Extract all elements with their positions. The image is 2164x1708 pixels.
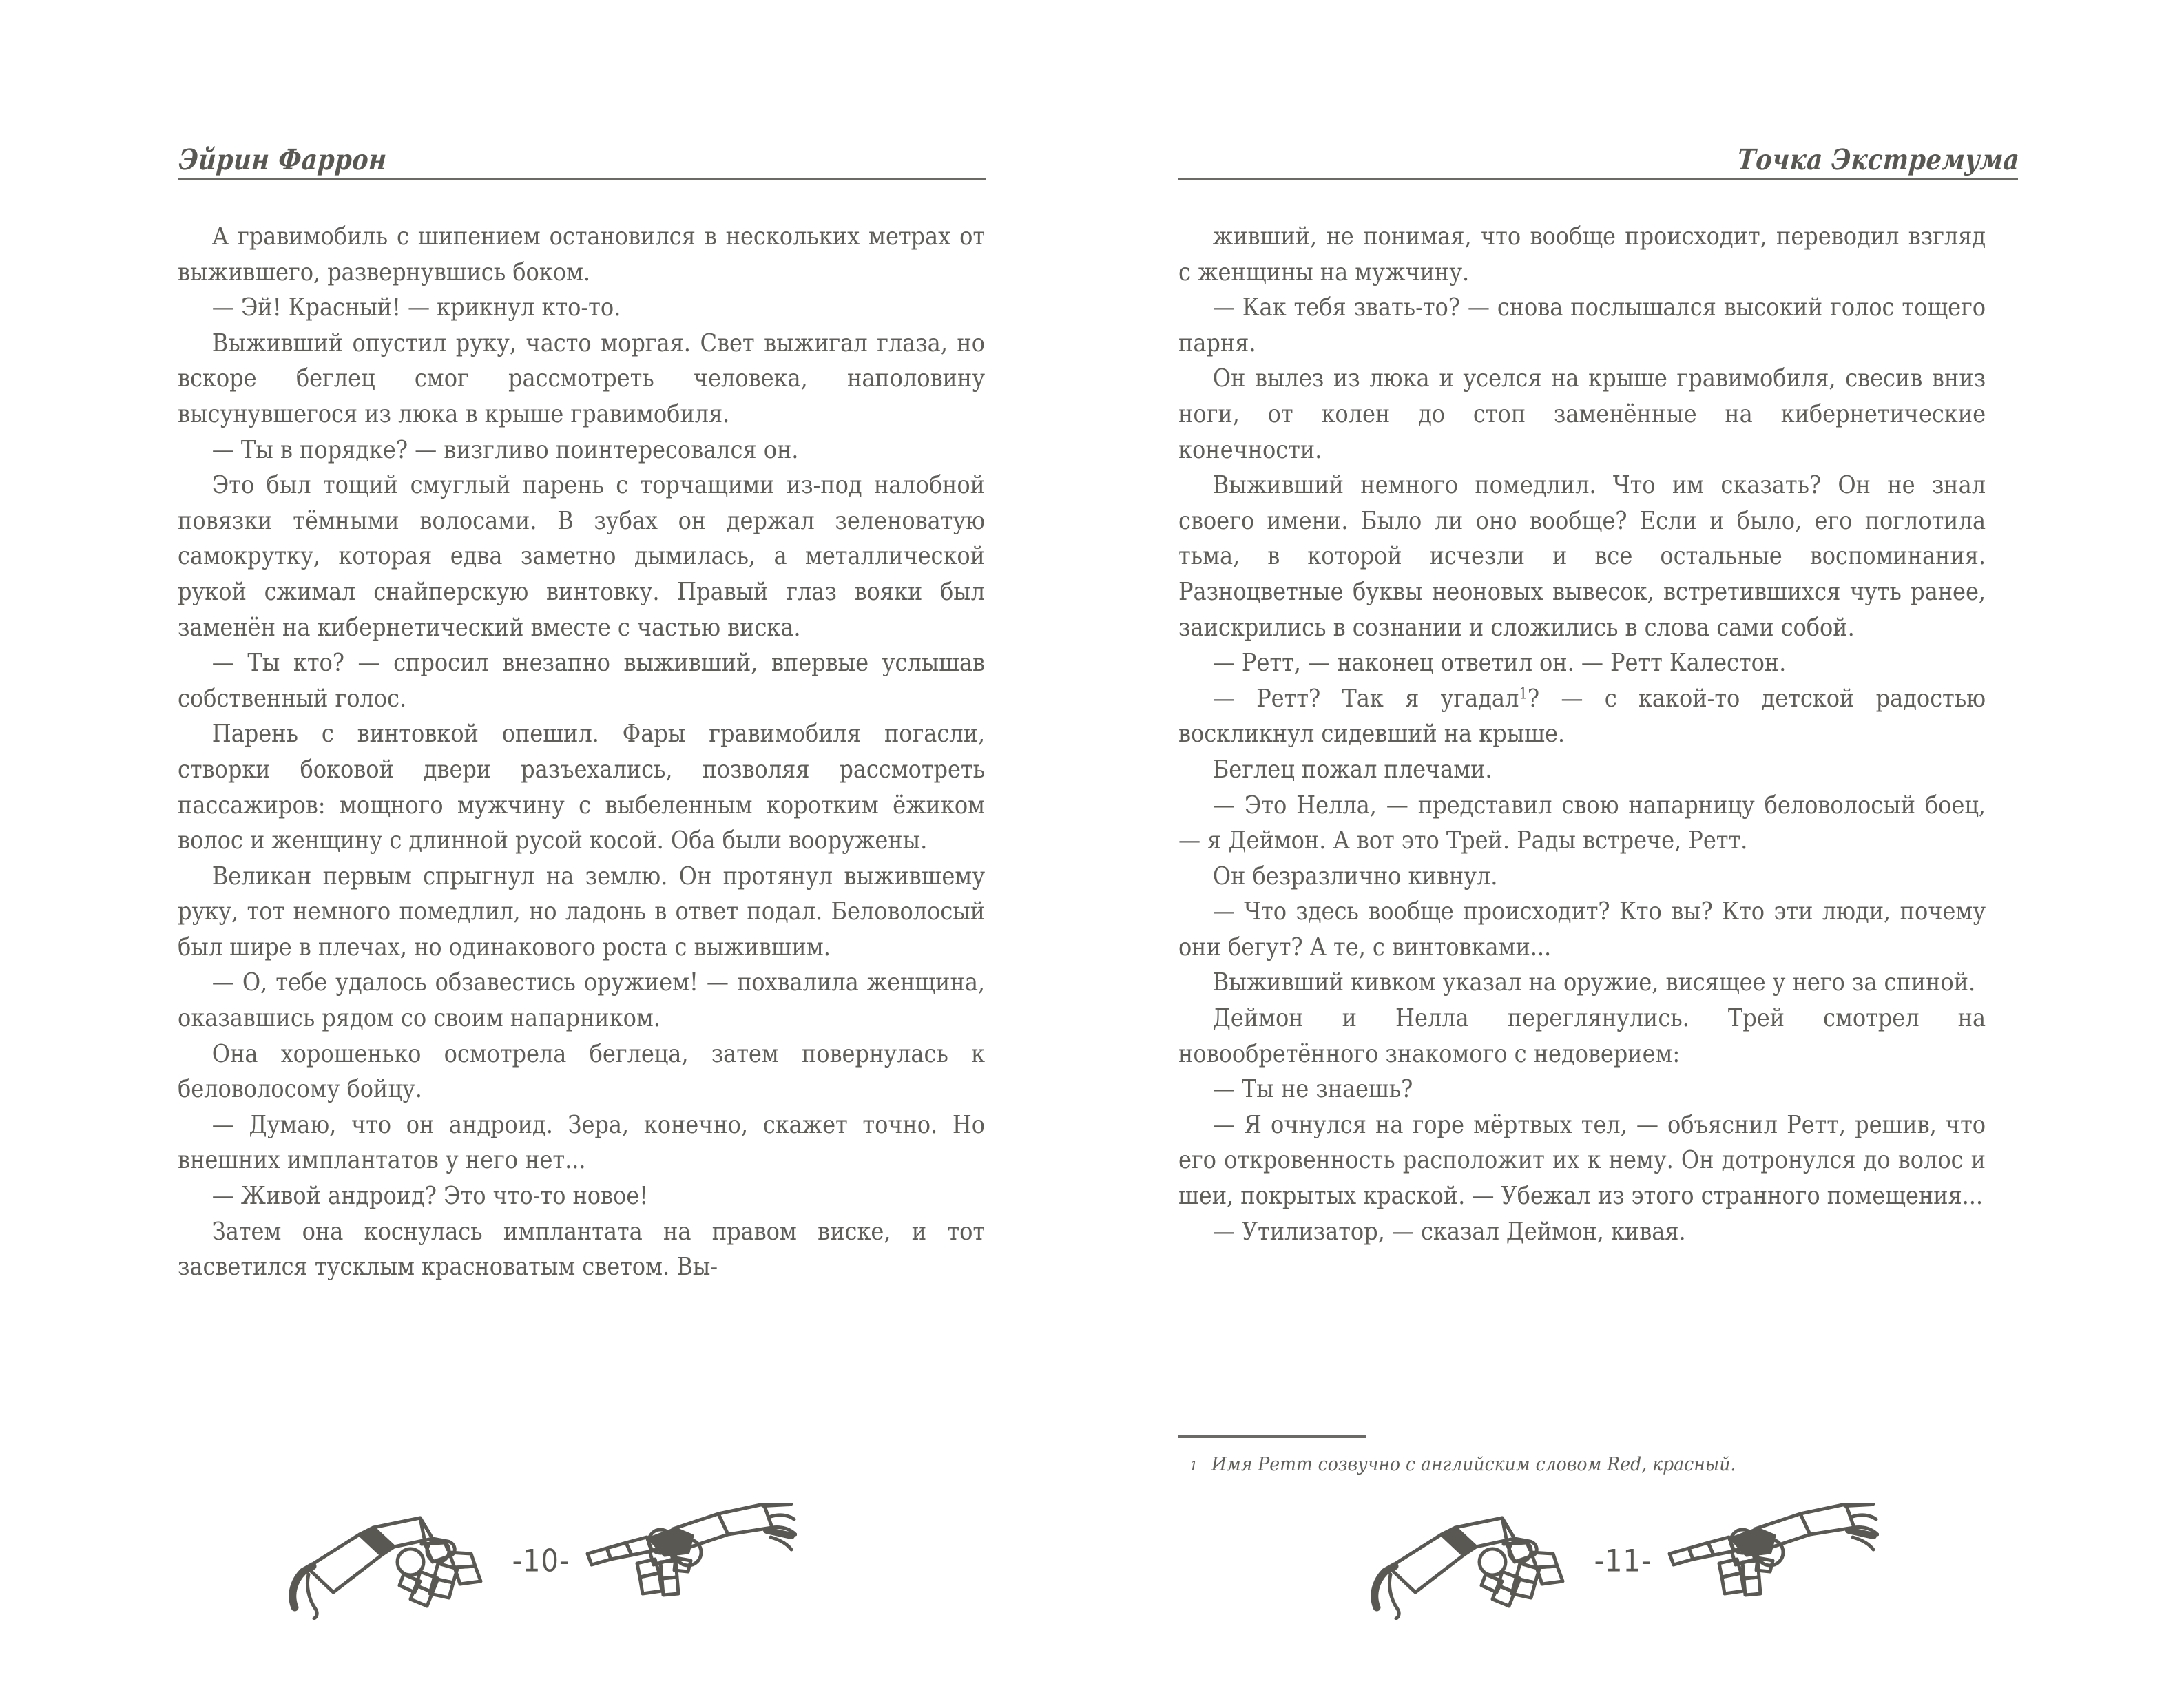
paragraph: Великан первым спрыгнул на землю. Он протянул выжившему руку, тот немного помедлил, но ладонь в ответ подал. Беловолосый был шире в плечах, но одинакового роста с выжившим.: [178, 862, 986, 961]
paragraph-with-footnote-ref: — Ретт? Так я угадал$^1$? — с какой-то детской радостью воскликнул сидевший на крыше.: [1178, 684, 1986, 749]
paragraph: Он вылез из люка и уселся на крыше гравимобиля, свесив вниз ноги, от колен до стоп заменённые на кибернетические конечности.: [1178, 364, 1986, 464]
robotic-hand-left-icon: [1367, 1503, 1581, 1620]
paragraph: — Живой андроид? Это что-то новое!: [211, 1182, 649, 1211]
paragraph: А гравимобиль с шипением остановился в нескольких метрах от выжившего, развернувшись боком.: [178, 222, 986, 287]
right-page-body: [1178, 219, 1986, 1249]
paragraph: — Утилизатор, — сказал Деймон, кивая.: [1212, 1217, 1686, 1246]
robotic-hand-left-icon: [285, 1503, 499, 1620]
paragraph: Выживший немного помедлил. Что им сказать? Он не знал своего имени. Было ли оно вообще? Если и было, его поглотила тьма, в которой исчезли и все остальные воспоминания. Разноцветные буквы неоновых вывесок, встретившихся чуть ранее, заискрились в сознании и сложились в слова сами собой.: [1178, 471, 1986, 642]
paragraph: Выживший опустил руку, часто моргая. Свет выжигал глаза, но вскоре беглец смог рассмотреть человека, наполовину высунувшегося из люка в крыше гравимобиля.: [178, 329, 986, 428]
paragraph: — Думаю, что он андроид. Зера, конечно, скажет точно. Но внешних имплантатов у него нет...: [178, 1110, 986, 1175]
paragraph: — Что здесь вообще происходит? Кто вы? Кто эти люди, почему они бегут? А те, с винтовками...: [1178, 897, 1986, 961]
paragraph: — Эй! Красный! — крикнул кто-то.: [211, 293, 621, 322]
robotic-hand-right-icon: [1665, 1503, 1879, 1620]
paragraph: Он безразлично кивнул.: [1212, 862, 1498, 891]
right-running-head: [1178, 123, 2021, 178]
paragraph: — Я очнулся на горе мёртвых тел, — объяснил Ретт, решив, что его откровенность расположит их к нему. Он дотронулся до волос и шеи, покрытых краской. — Убежал из этого странного помещения...: [1178, 1110, 1986, 1211]
book-title: Точка Экстремума: [1736, 143, 2021, 177]
paragraph: — Как тебя звать-то? — снова послышался высокий голос тощего парня.: [1178, 293, 1986, 357]
left-page-footer: [0, 1503, 1082, 1620]
left-page-body: [178, 219, 985, 1285]
paragraph: Деймон и Нелла переглянулись. Трей смотрел на новообретённого знакомого с недоверием:: [1178, 1004, 1986, 1068]
footnote-separator-rule: [1178, 1435, 1366, 1438]
paragraph: — Ретт, — наконец ответил он. — Ретт Калестон.: [1212, 649, 1787, 678]
paragraph: — Ты кто? — спросил внезапно выживший, впервые услышав собственный голос.: [178, 649, 986, 713]
paragraph: Выживший кивком указал на оружие, висящее у него за спиной.: [1212, 968, 1976, 997]
right-header-rule: [1178, 178, 2018, 180]
right-page: [1082, 0, 2164, 1708]
left-running-head: [178, 123, 986, 178]
footnote-marker: 1: [1189, 1459, 1198, 1474]
paragraph: Это был тощий смуглый парень с торчащими из-под налобной повязки тёмными волосами. В зубах он держал зеленоватую самокрутку, которая едва заметно дымилась, а металлической рукой сжимал снайперскую винтовку. Правый глаз вояки был заменён на кибернетический вместе с частью виска.: [178, 471, 986, 642]
paragraph: Затем она коснулась имплантата на правом виске, и тот засветился тусклым красноватым светом. Вы-: [178, 1217, 986, 1282]
paragraph: Парень с винтовкой опешил. Фары гравимобиля погасли, створки боковой двери разъехались, позволяя рассмотреть пассажиров: мощного мужчину с выбеленным коротким ёжиком волос и женщину с длинной русой косой. Оба были вооружены.: [178, 720, 986, 855]
left-header-rule: [178, 178, 986, 180]
paragraph: Она хорошенько осмотрела беглеца, затем повернулась к беловолосому бойцу.: [178, 1039, 986, 1104]
paragraph: Беглец пожал плечами.: [1212, 755, 1492, 784]
paragraph: — Это Нелла, — представил свою напарницу беловолосый боец, — я Деймон. А вот это Трей. Рады встрече, Ретт.: [1178, 791, 1986, 855]
page-number: -10-: [512, 1543, 570, 1579]
paragraph: — О, тебе удалось обзавестись оружием! — похвалила женщина, оказавшись рядом со своим напарником.: [178, 968, 986, 1033]
footnote: [1178, 1435, 1986, 1478]
paragraph: живший, не понимая, что вообще происходит, переводил взгляд с женщины на мужчину.: [1178, 222, 1986, 287]
paragraph: — Ты не знаешь?: [1212, 1075, 1413, 1104]
paragraph: — Ты в порядке? — визгливо поинтересовался он.: [211, 435, 799, 464]
author-name: Эйрин Фаррон: [178, 143, 388, 177]
right-page-footer: [1082, 1503, 2164, 1620]
footnote-text: Имя Ретт созвучно с английским словом Red, красный.: [1211, 1454, 1736, 1475]
page-number: -11-: [1594, 1543, 1652, 1579]
robotic-hand-right-icon: [583, 1503, 797, 1620]
